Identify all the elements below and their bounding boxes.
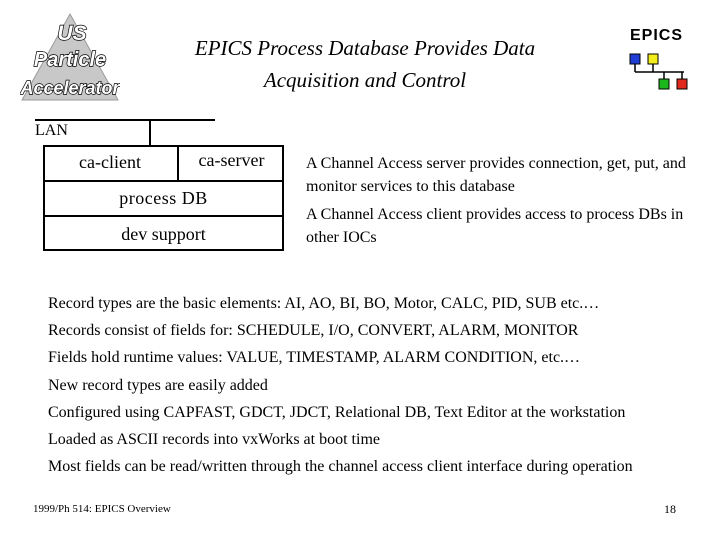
ca-server-cell: ca-server bbox=[198, 150, 265, 170]
logo-text-accelerator: Accelerator bbox=[20, 78, 120, 98]
logo-text-particle: Particle bbox=[33, 49, 107, 71]
record-points-list bbox=[48, 290, 718, 480]
ioc-divider bbox=[43, 215, 284, 217]
process-db-cell: process DB bbox=[119, 188, 208, 208]
list-item: Records consist of fields for: SCHEDULE, I/O, CONVERT, ALARM, MONITOR bbox=[48, 322, 579, 340]
lan-connector bbox=[149, 119, 151, 145]
footer-course-label: 1999/Ph 514: EPICS Overview bbox=[33, 503, 171, 515]
ca-server-description: A Channel Access server provides connection, get, put, and monitor services to this database bbox=[306, 155, 686, 195]
slide-title-line-2: Acquisition and Control bbox=[263, 68, 467, 92]
slide-title-line-1: EPICS Process Database Provides Data bbox=[194, 36, 536, 60]
lan-label: LAN bbox=[35, 122, 68, 139]
list-item: Most fields can be read/written through the channel access client interface during operation bbox=[48, 458, 633, 476]
list-item: Configured using CAPFAST, GDCT, JDCT, Relational DB, Text Editor at the workstation bbox=[48, 403, 626, 421]
page-number: 18 bbox=[664, 502, 676, 516]
dev-support-cell: dev support bbox=[121, 224, 206, 244]
list-item: Fields hold runtime values: VALUE, TIMESTAMP, ALARM CONDITION, etc.… bbox=[48, 349, 581, 367]
epics-badge-label: EPICS bbox=[630, 27, 684, 44]
list-item: Record types are the basic elements: AI, AO, BI, BO, Motor, CALC, PID, SUB etc.… bbox=[48, 295, 600, 312]
us-particle-accelerator-logo bbox=[20, 12, 120, 104]
list-item: Loaded as ASCII records into vxWorks at boot time bbox=[48, 431, 380, 449]
logo-text-us: US bbox=[57, 22, 87, 45]
ca-client-description: A Channel Access client provides access to process DBs in other IOCs bbox=[306, 206, 684, 246]
slide-title bbox=[150, 32, 580, 96]
ioc-divider bbox=[43, 180, 284, 182]
network-nodes-icon bbox=[628, 52, 692, 92]
list-item: New record types are easily added bbox=[48, 376, 268, 394]
lan-line bbox=[35, 119, 215, 121]
ca-client-cell: ca-client bbox=[79, 152, 141, 172]
